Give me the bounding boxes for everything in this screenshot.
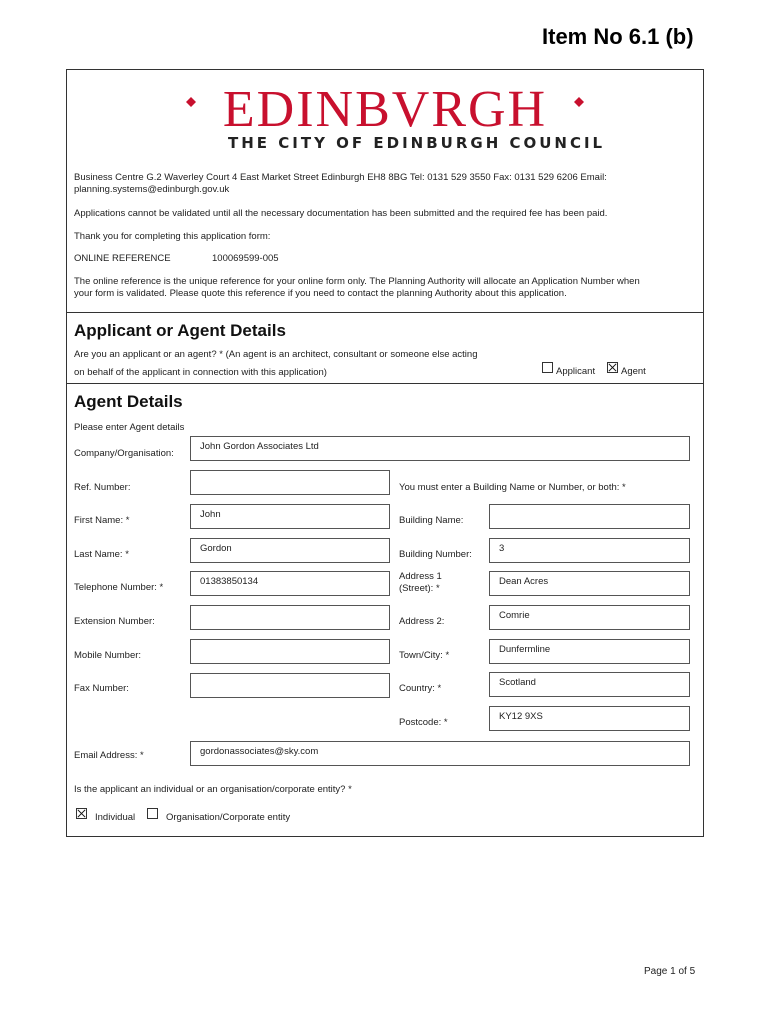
online-ref-value: 100069599-005 — [212, 253, 279, 264]
fax-label: Fax Number: — [74, 683, 129, 694]
town-value: Dunfermline — [499, 644, 551, 655]
ref-note-line-2: your form is validated. Please quote this reference if you need to contact the planning Authority about this application. — [74, 288, 567, 299]
agent-checkbox[interactable] — [607, 362, 618, 373]
address1-field[interactable] — [489, 571, 690, 596]
ref-number-field[interactable] — [190, 470, 390, 495]
building-number-value: 3 — [499, 543, 505, 554]
ref-note-line-1: The online reference is the unique reference for your online form only. The Planning Authority will allocate an Application Number when — [74, 276, 640, 287]
building-name-label: Building Name: — [399, 515, 464, 526]
company-label: Company/Organisation: — [74, 448, 174, 459]
applicant-checkbox[interactable] — [542, 362, 553, 373]
diamond-left-icon — [186, 97, 196, 107]
email-label: Email Address: * — [74, 750, 144, 761]
building-note: You must enter a Building Name or Number, or both: * — [399, 482, 626, 493]
check-x-icon — [77, 809, 86, 818]
organisation-label: Organisation/Corporate entity — [166, 812, 291, 823]
page-number: Page 1 of 5 — [644, 966, 696, 977]
first-name-value: John — [200, 509, 221, 520]
address1-label-line-2: (Street): * — [399, 583, 440, 594]
address-line-2: planning.systems@edinburgh.gov.uk — [74, 184, 230, 195]
postcode-field[interactable] — [489, 706, 690, 731]
address-line-1: Business Centre G.2 Waverley Court 4 East Market Street Edinburgh EH8 8BG Tel: 0131 529 3550 Fax: 0131 529 6206 Email: — [74, 172, 607, 183]
building-number-label: Building Number: — [399, 549, 472, 560]
company-field[interactable] — [190, 436, 690, 461]
telephone-value: 01383850134 — [200, 576, 259, 587]
agent-section-title: Agent Details — [74, 392, 183, 411]
section-divider — [66, 383, 704, 384]
building-name-field[interactable] — [489, 504, 690, 529]
company-value: John Gordon Associates Ltd — [200, 441, 319, 452]
validation-note: Applications cannot be validated until all the necessary documentation has been submitted and the required fee has been paid. — [74, 208, 608, 219]
council-subtitle: THE CITY OF EDINBURGH COUNCIL — [228, 134, 606, 152]
applicant-section-title: Applicant or Agent Details — [74, 321, 286, 340]
extension-label: Extension Number: — [74, 616, 155, 627]
country-field[interactable] — [489, 672, 690, 697]
address2-value: Comrie — [499, 610, 530, 621]
organisation-checkbox[interactable] — [147, 808, 158, 819]
address2-field[interactable] — [489, 605, 690, 630]
telephone-field[interactable] — [190, 571, 390, 596]
agent-prompt: Please enter Agent details — [74, 422, 185, 433]
online-ref-label: ONLINE REFERENCE — [74, 253, 171, 264]
first-name-label: First Name: * — [74, 515, 130, 526]
item-number: Item No 6.1 (b) — [542, 24, 694, 49]
check-x-icon — [608, 363, 617, 372]
diamond-right-icon — [574, 97, 584, 107]
applicant-question-line-2: on behalf of the applicant in connection with this application) — [74, 367, 327, 378]
applicant-checkbox-label: Applicant — [556, 366, 596, 377]
last-name-label: Last Name: * — [74, 549, 129, 560]
individual-label: Individual — [95, 812, 136, 823]
individual-checkbox[interactable] — [76, 808, 87, 819]
ref-number-label: Ref. Number: — [74, 482, 131, 493]
section-divider — [66, 312, 704, 313]
postcode-value: KY12 9XS — [499, 711, 543, 722]
country-value: Scotland — [499, 677, 536, 688]
mobile-label: Mobile Number: — [74, 650, 142, 661]
town-label: Town/City: * — [399, 650, 450, 661]
last-name-field[interactable] — [190, 538, 390, 563]
building-number-field[interactable] — [489, 538, 690, 563]
address2-label: Address 2: — [399, 616, 445, 627]
postcode-label: Postcode: * — [399, 717, 448, 728]
fax-field[interactable] — [190, 673, 390, 698]
last-name-value: Gordon — [200, 543, 232, 554]
address1-label-line-1: Address 1 — [399, 571, 442, 582]
entity-question: Is the applicant an individual or an organisation/corporate entity? * — [74, 784, 352, 795]
logo-wordmark: EDINBVRGH — [222, 81, 548, 138]
extension-field[interactable] — [190, 605, 390, 630]
mobile-field[interactable] — [190, 639, 390, 664]
address1-value: Dean Acres — [499, 576, 549, 587]
email-field[interactable] — [190, 741, 690, 766]
town-field[interactable] — [489, 639, 690, 664]
country-label: Country: * — [399, 683, 442, 694]
thanks-text: Thank you for completing this application form: — [74, 231, 271, 242]
telephone-label: Telephone Number: * — [74, 582, 164, 593]
first-name-field[interactable] — [190, 504, 390, 529]
agent-checkbox-label: Agent — [621, 366, 646, 377]
email-value: gordonassociates@sky.com — [200, 746, 319, 757]
applicant-question-line-1: Are you an applicant or an agent? * (An agent is an architect, consultant or someone else acting — [74, 349, 478, 360]
